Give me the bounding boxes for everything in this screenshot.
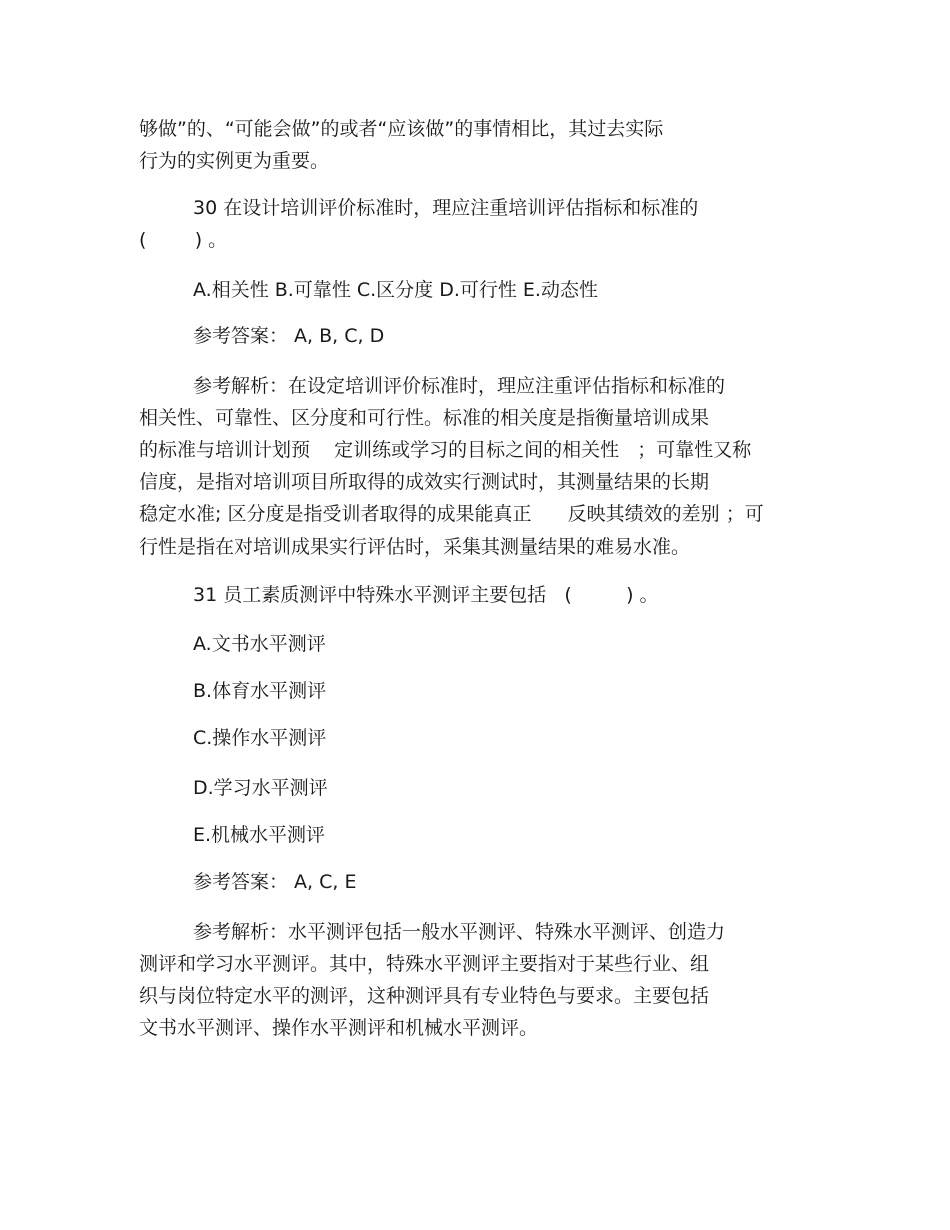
q31-question: 31 员工素质测评中特殊水平测评主要包括 ( ) 。: [193, 584, 659, 606]
q30-analysis-line-3: 的标准与培训计划预 定训练或学习的目标之间的相关性 ；可靠性又称: [139, 439, 752, 461]
q30-analysis-line-2: 相关性、可靠性、区分度和可行性。标准的相关度是指衡量培训成果: [139, 407, 710, 429]
q31-answer: 参考答案： A, C, E: [193, 871, 357, 893]
q30-question-line-2: ( ) 。: [139, 229, 228, 251]
q31-option-c: C.操作水平测评: [193, 727, 327, 749]
q31-analysis-line-2: 测评和学习水平测评。其中，特殊水平测评主要指对于某些行业、组: [139, 953, 710, 975]
q31-option-a: A.文书水平测评: [193, 633, 326, 655]
intro-line-1: 够做”的、“可能会做”的或者“应该做”的事情相比，其过去实际: [139, 118, 664, 140]
q30-analysis-line-1: 参考解析：在设定培训评价标准时，理应注重评估指标和标准的: [193, 375, 726, 397]
q30-analysis-line-4: 信度，是指对培训项目所取得的成效实行测试时，其测量结果的长期: [139, 471, 710, 493]
intro-line-2: 行为的实例更为重要。: [139, 150, 330, 172]
q31-analysis-line-1: 参考解析：水平测评包括一般水平测评、特殊水平测评、创造力: [193, 921, 726, 943]
q31-option-b: B.体育水平测评: [193, 680, 327, 702]
q31-analysis-line-4: 文书水平测评、操作水平测评和机械水平测评。: [139, 1017, 539, 1039]
q31-analysis-line-3: 织与岗位特定水平的测评，这种测评具有专业特色与要求。主要包括: [139, 985, 710, 1007]
q30-analysis-line-5: 稳定水准; 区分度是指受训者取得的成果能真正 反映其绩效的差别 ；可: [139, 503, 764, 525]
q30-answer: 参考答案： A, B, C, D: [193, 325, 385, 347]
q30-options: A.相关性 B.可靠性 C.区分度 D.可行性 E.动态性: [193, 279, 598, 301]
q31-option-e: E.机械水平测评: [193, 824, 326, 846]
q30-analysis-line-6: 行性是指在对培训成果实行评估时，采集其测量结果的难易水准。: [139, 536, 691, 558]
q30-question-line-1: 30 在设计培训评价标准时，理应注重培训评估指标和标准的: [193, 197, 699, 219]
q31-option-d: D.学习水平测评: [193, 777, 328, 799]
